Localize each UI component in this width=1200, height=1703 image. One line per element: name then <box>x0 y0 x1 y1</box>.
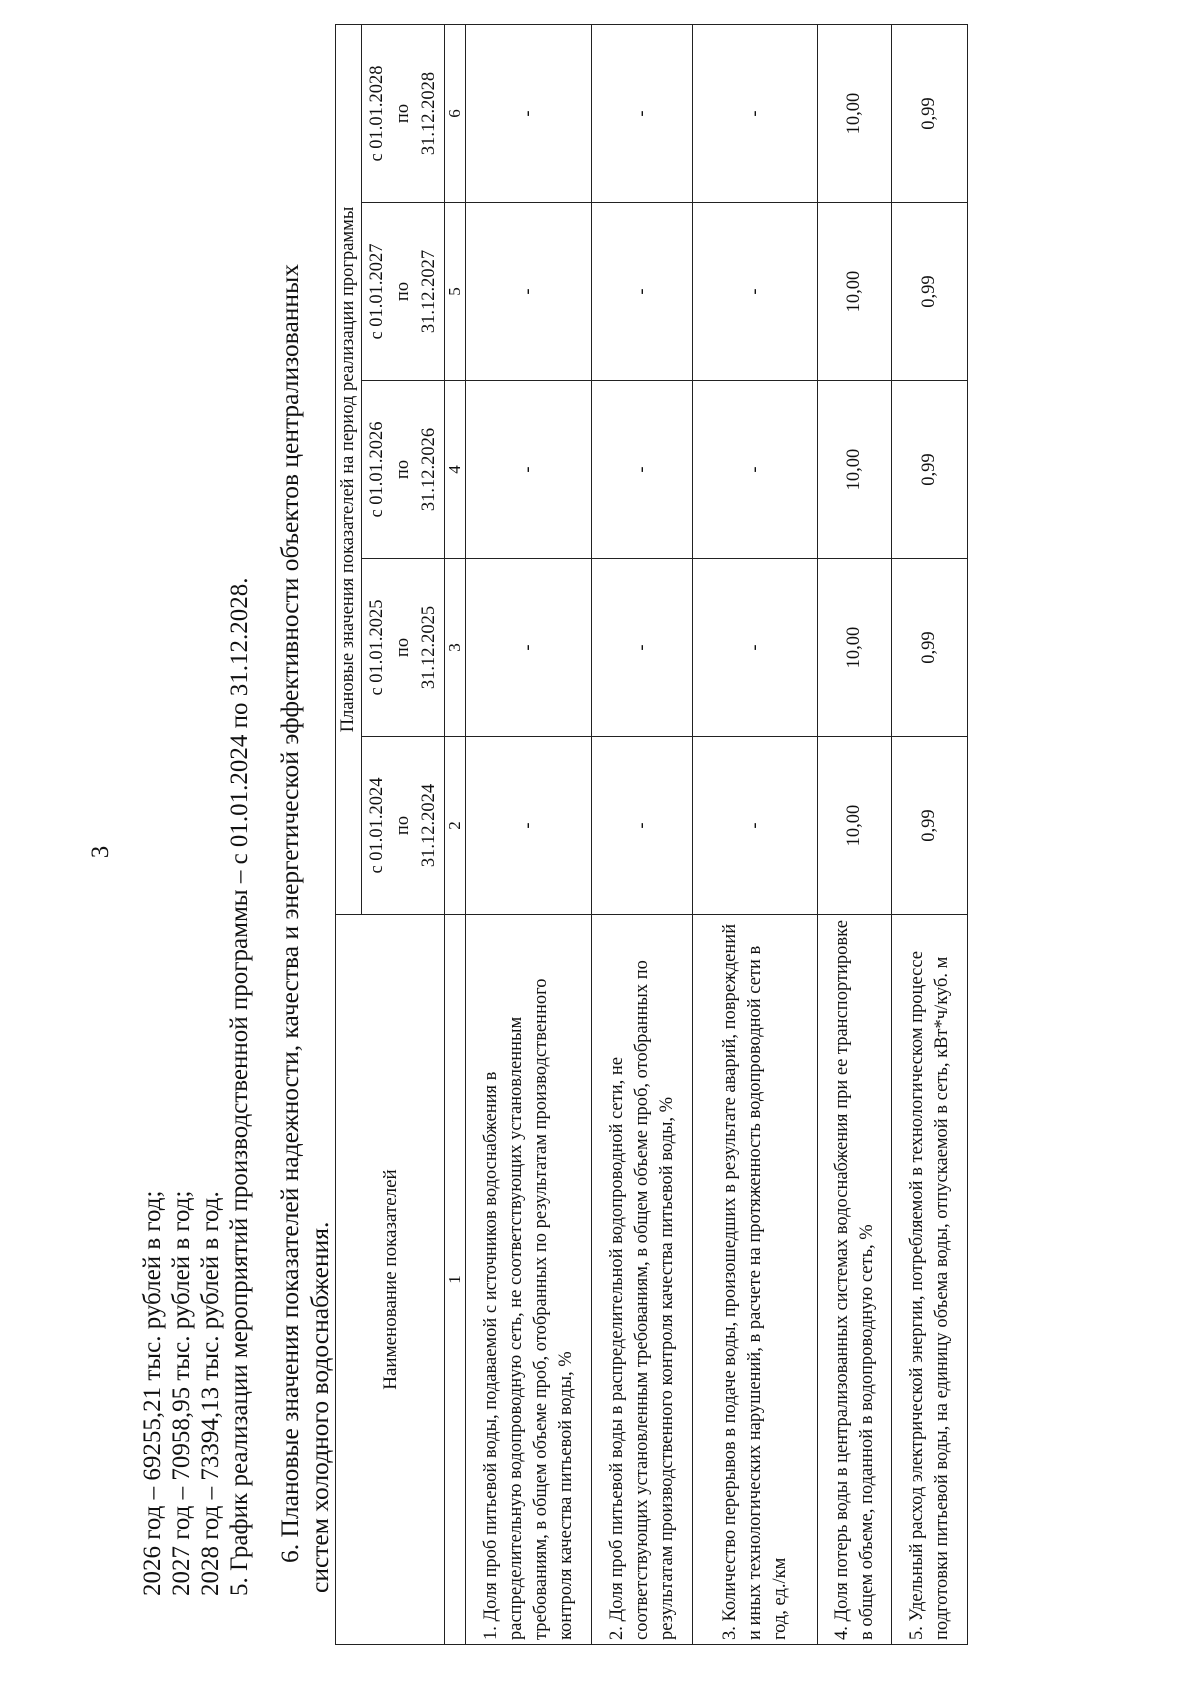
period-header-2025: с 01.01.2025 по 31.12.2025 <box>362 559 445 737</box>
column-number: 6 <box>445 24 466 202</box>
page-number: 3 <box>87 845 114 859</box>
name-column-header: Наименование показателей <box>336 915 445 1645</box>
section-6-line-2: систем холодного водоснабжения. <box>305 1221 334 1593</box>
period-header-2027: с 01.01.2027 по 31.12.2027 <box>362 203 445 381</box>
year-line-2027: 2027 год – 70958,95 тыс. рублей в год; <box>168 1190 195 1596</box>
indicator-name: 2. Доля проб питьевой воды в распределительной водопроводной сети, не соответствующих установленным требованиям, в общем объеме проб, отобранных по результатам производственного контроля качества питьевой воды, % <box>592 915 693 1645</box>
table-row <box>693 24 818 1644</box>
indicator-value: - <box>693 737 818 915</box>
indicator-value: - <box>592 24 693 202</box>
column-number-row <box>445 24 466 1644</box>
indicator-value: - <box>592 203 693 381</box>
column-number: 1 <box>445 915 466 1645</box>
section-6-line-1: 6. Плановые значения показателей надежности, качества и энергетической эффективности объектов централизованных <box>275 264 304 1563</box>
indicator-value: - <box>466 381 592 559</box>
indicators-table <box>335 24 968 1645</box>
year-line-2028: 2028 год – 73394,13 тыс. рублей в год. <box>197 1191 224 1596</box>
indicator-value: 0,99 <box>892 381 968 559</box>
indicator-name: 5. Удельный расход электрической энергии, потребляемой в технологическом процессе подготовки питьевой воды, на единицу объема воды, отпускаемой в сеть, кВт*ч/куб. м <box>892 915 968 1645</box>
section-5-text: 5. График реализации мероприятий производственной программы – с 01.01.2024 по 31.12.2028. <box>226 577 253 1596</box>
indicator-name: 1. Доля проб питьевой воды, подаваемой с источников водоснабжения в распределительную водопроводную сеть, не соответствующих установленным требованиям, в общем объеме проб, отобранных по результатам производственного контроля качества питьевой воды, % <box>466 915 592 1645</box>
indicator-value: 10,00 <box>818 24 892 202</box>
indicator-value: 0,99 <box>892 559 968 737</box>
period-header-2024: с 01.01.2024 по 31.12.2024 <box>362 737 445 915</box>
indicator-value: 10,00 <box>818 381 892 559</box>
column-number: 2 <box>445 737 466 915</box>
indicator-value: 0,99 <box>892 203 968 381</box>
indicator-name: 4. Доля потерь воды в централизованных системах водоснабжения при ее транспортировке в общем объеме, поданной в водопроводную сеть, % <box>818 915 892 1645</box>
indicator-value: - <box>693 24 818 202</box>
column-number: 3 <box>445 559 466 737</box>
indicator-value: - <box>466 737 592 915</box>
period-header-2028: с 01.01.2028 по 31.12.2028 <box>362 24 445 202</box>
indicator-value: - <box>592 381 693 559</box>
section-6-heading <box>275 93 335 1593</box>
indicator-value: - <box>693 203 818 381</box>
indicator-value: - <box>466 559 592 737</box>
table-row <box>892 24 968 1644</box>
indicator-value: - <box>466 24 592 202</box>
indicator-value: - <box>693 381 818 559</box>
year-line-2026: 2026 год – 69255,21 тыс. рублей в год; <box>139 1190 166 1596</box>
column-number: 5 <box>445 203 466 381</box>
table-row <box>818 24 892 1644</box>
period-header-2026: с 01.01.2026 по 31.12.2026 <box>362 381 445 559</box>
indicator-value: - <box>592 559 693 737</box>
indicator-value: 10,00 <box>818 559 892 737</box>
indicator-value: 0,99 <box>892 24 968 202</box>
indicator-value: - <box>693 559 818 737</box>
planned-values-header: Плановые значения показателей на период реализации программы <box>336 24 362 914</box>
indicator-name: 3. Количество перерывов в подаче воды, произошедших в результате аварий, повреждений и иных технологических нарушений, в расчете на протяженность водопроводной сети в год, ед./км <box>693 915 818 1645</box>
table-row <box>466 24 592 1644</box>
indicator-value: 0,99 <box>892 737 968 915</box>
cost-summary <box>138 577 254 1596</box>
indicator-value: - <box>592 737 693 915</box>
indicator-value: 10,00 <box>818 203 892 381</box>
column-number: 4 <box>445 381 466 559</box>
indicator-value: 10,00 <box>818 737 892 915</box>
table-row <box>592 24 693 1644</box>
indicator-value: - <box>466 203 592 381</box>
